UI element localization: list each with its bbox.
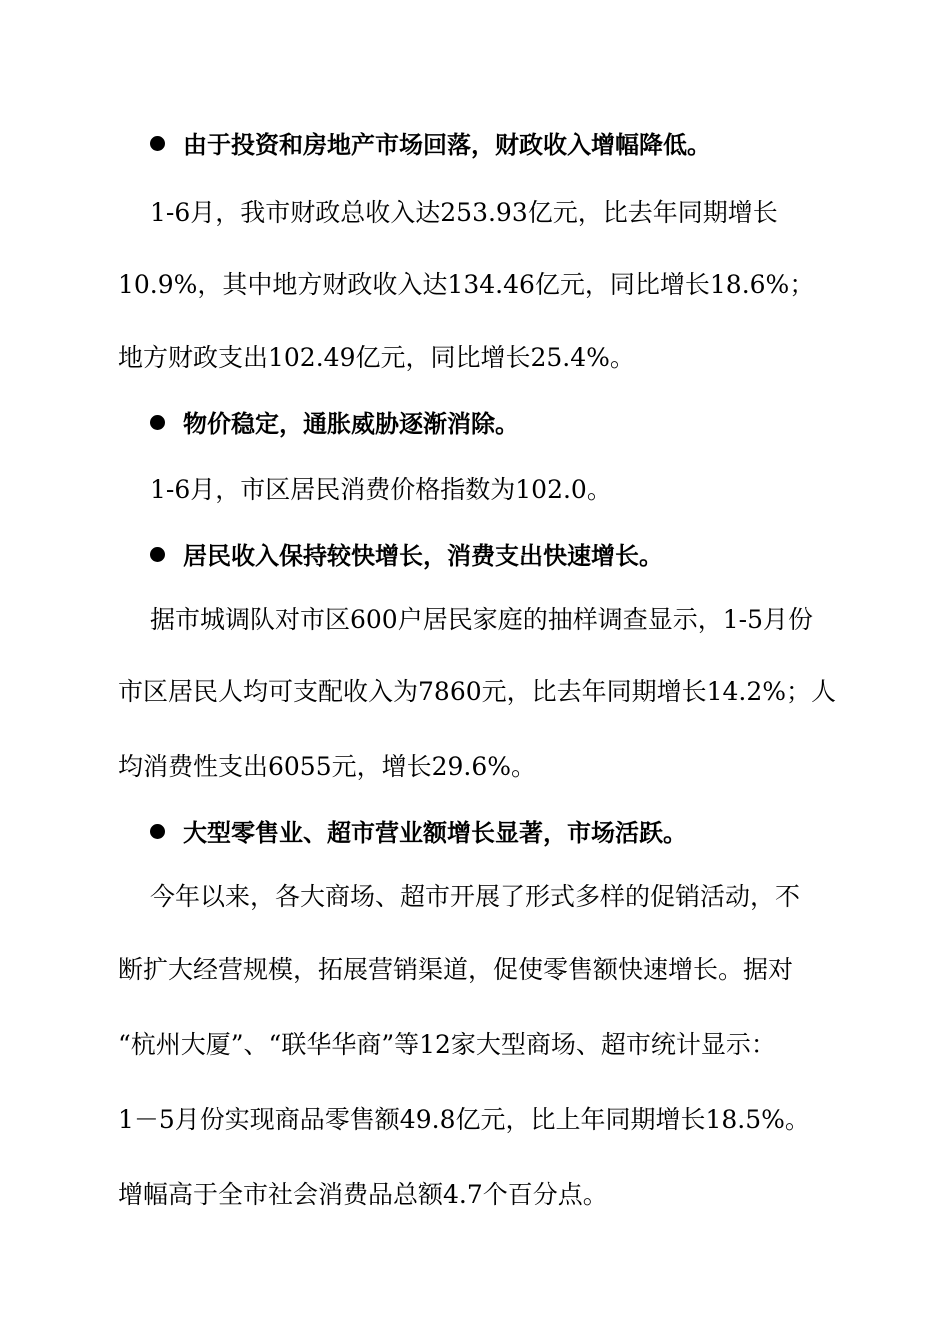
bullet-icon [150,136,165,151]
paragraph-line: 断扩大经营规模，拓展营销渠道，促使零售额快速增长。据对 [118,955,794,984]
paragraph-line: 今年以来，各大商场、超市开展了形式多样的促销活动，不 [150,882,801,911]
paragraph-line: 1-6月，我市财政总收入达253.93亿元，比去年同期增长 [150,198,778,227]
heading-text: 大型零售业、超市营业额增长显著，市场活跃。 [183,819,687,847]
section-heading-retail [150,818,850,848]
paragraph-line: 据市城调队对市区600户居民家庭的抽样调查显示，1-5月份 [150,605,813,634]
section-heading-prices [150,409,850,439]
section-heading-finance [150,130,850,160]
heading-text: 由于投资和房地产市场回落，财政收入增幅降低。 [183,131,711,159]
paragraph-line: 1-6月，市区居民消费价格指数为102.0。 [150,475,612,504]
paragraph-line: 市区居民人均可支配收入为7860元，比去年同期增长14.2%；人 [118,677,837,706]
paragraph-line: 1－5月份实现商品零售额49.8亿元，比上年同期增长18.5%。 [118,1105,810,1134]
bullet-icon [150,415,165,430]
heading-text: 居民收入保持较快增长，消费支出快速增长。 [183,542,663,570]
bullet-icon [150,824,165,839]
bullet-icon [150,547,165,562]
paragraph-line: 10.9%，其中地方财政收入达134.46亿元，同比增长18.6%； [118,270,815,299]
section-heading-income [150,541,850,571]
paragraph-line: 增幅高于全市社会消费品总额4.7个百分点。 [118,1180,608,1209]
paragraph-line: 地方财政支出102.49亿元，同比增长25.4%。 [118,343,635,372]
paragraph-line: 均消费性支出6055元，增长29.6%。 [118,752,537,781]
heading-text: 物价稳定，通胀威胁逐渐消除。 [183,410,519,438]
paragraph-line: “杭州大厦”、“联华华商”等12家大型商场、超市统计显示： [118,1030,776,1059]
